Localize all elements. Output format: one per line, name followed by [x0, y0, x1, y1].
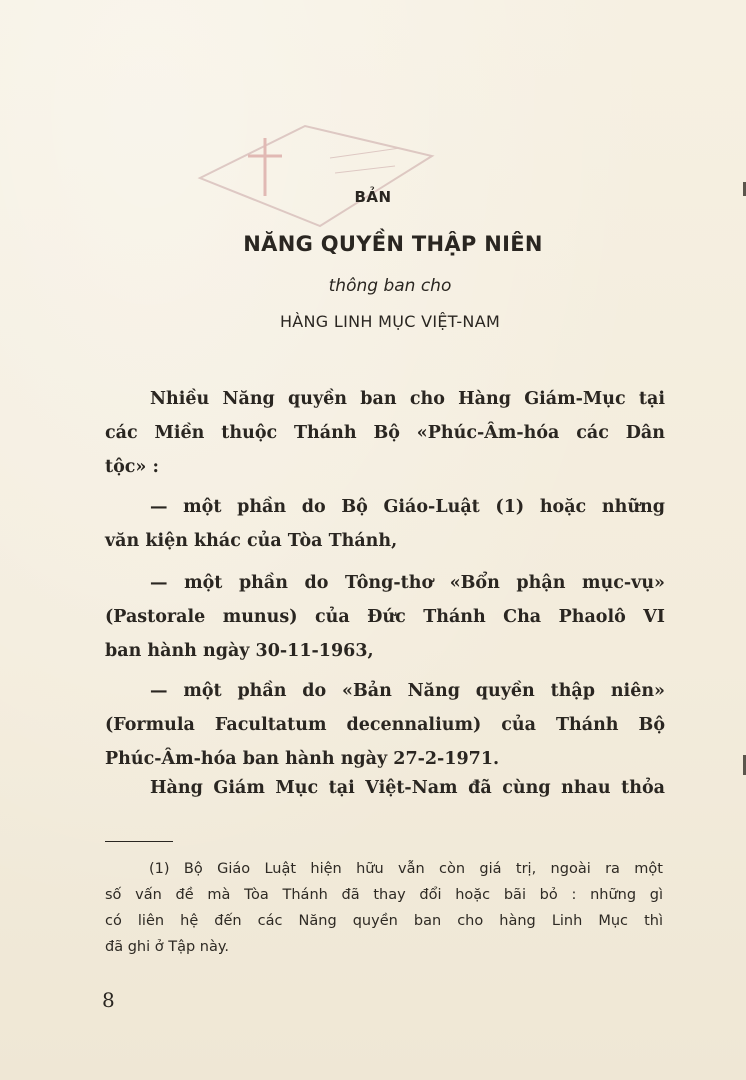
text-line: Phúc-Âm-hóa ban hành ngày 27-2-1971. — [105, 749, 500, 769]
text-line: ban hành ngày 30-11-1963, — [105, 641, 374, 661]
text-line: Hàng Giám Mục tại Việt-Nam đã cùng nhau thỏa — [150, 778, 665, 798]
text-line: (Pastorale munus) của Đức Thánh Cha Phaolô VI — [105, 607, 665, 627]
paragraph — [105, 771, 665, 805]
footnote-line: đã ghi ở Tập này. — [105, 939, 229, 955]
text-line: tộc» : — [105, 457, 159, 477]
text-line: — một phần do Bộ Giáo-Luật (1) hoặc những — [150, 497, 665, 517]
footnote-divider — [105, 841, 173, 842]
heading-label: BẢN — [354, 188, 392, 206]
footnote-line: có liên hệ đến các Năng quyền ban cho hàng Linh Mục thì — [105, 913, 663, 929]
stamp-outline — [200, 126, 432, 226]
faded-stamp-mark — [170, 118, 440, 238]
page-number: 8 — [102, 988, 115, 1012]
footnote-line: (1) Bộ Giáo Luật hiện hữu vẫn còn giá trị, ngoài ra một — [149, 861, 663, 877]
heading-subtitle: thông ban cho — [328, 276, 452, 296]
footnote-line: số vấn đề mà Tòa Thánh đã thay đổi hoặc bãi bỏ : những gì — [105, 887, 663, 903]
text-line: các Miền thuộc Thánh Bộ «Phúc-Âm-hóa các Dân — [105, 423, 665, 443]
text-line: văn kiện khác của Tòa Thánh, — [105, 531, 398, 551]
paragraph — [105, 382, 665, 484]
paragraph — [105, 490, 665, 558]
text-line: Nhiều Năng quyền ban cho Hàng Giám-Mục tại — [150, 389, 665, 409]
text-line: (Formula Facultatum decennalium) của Thánh Bộ — [105, 715, 665, 735]
paragraph — [105, 674, 665, 776]
text-line: — một phần do «Bản Năng quyền thập niên» — [150, 681, 665, 701]
paragraph — [105, 566, 665, 668]
text-line: — một phần do Tông-thơ «Bổn phận mục-vụ» — [150, 573, 665, 593]
heading-audience: HÀNG LINH MỤC VIỆT-NAM — [279, 312, 501, 331]
page-title: NĂNG QUYỀN THẬP NIÊN — [243, 232, 543, 256]
footnote — [105, 856, 663, 960]
